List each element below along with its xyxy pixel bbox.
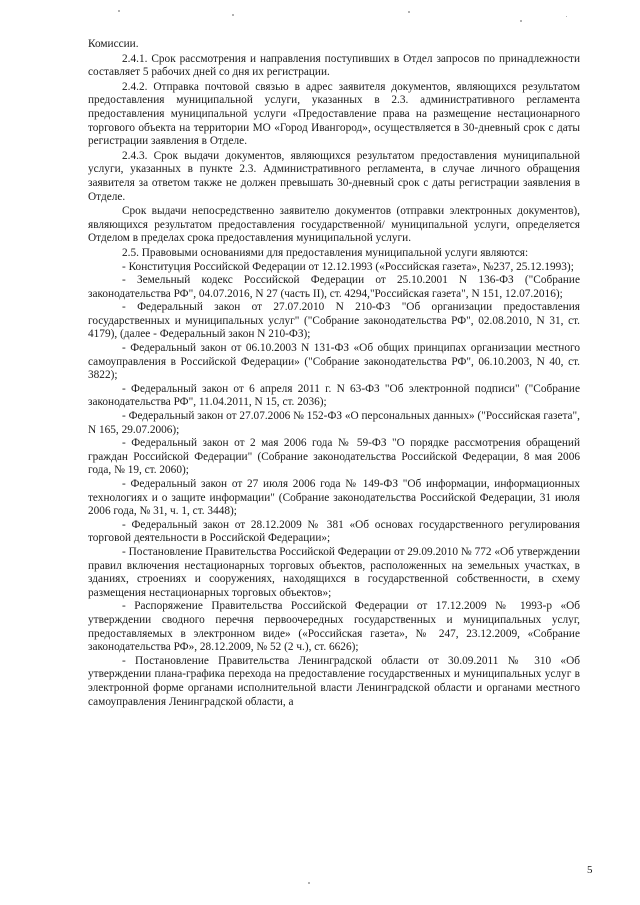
scan-speck: [566, 16, 567, 17]
legal-basis-item: - Федеральный закон от 06.10.2003 N 131-ФЗ «Об общих принципах организации местного самоуправления в Российской Федерации» ("Собрание законодательства РФ", 06.10.2003, N 40, ст. 3822);: [88, 342, 580, 382]
legal-basis-item: - Постановление Правительства Российской Федерации от 29.09.2010 № 772 «Об утверждении правил включения нестационарных торговых объектов, расположенных на земельных участках, в зданиях, строениях и сооружениях, находящихся в государственной собственности, в схему размещения нестационарных торговых объектов»;: [88, 545, 580, 599]
page-number: 5: [587, 864, 593, 876]
paragraph-2-4-2: 2.4.2. Отправка почтовой связью в адрес заявителя документов, являющихся результатом предоставления муниципальной услуги, указанных в 2.3. административного регламента предоставления муниципальной услуги «Предоставление права на размещение нестационарного торгового объекта на территории МО «Город Ивангород», осуществляется в 30-дневный срок с даты регистрации заявления в Отделе.: [88, 80, 580, 148]
legal-basis-item: - Земельный кодекс Российской Федерации от 25.10.2001 N 136-ФЗ ("Собрание законодательства РФ", 04.07.2016, N 27 (часть II), ст. 4294,"Российская газета", N 151, 12.07.2016);: [88, 274, 580, 300]
scan-speck: [408, 11, 410, 13]
legal-basis-item: - Федеральный закон от 27.07.2006 № 152-ФЗ «О персональных данных» ("Российская газета", N 165, 29.07.2006);: [88, 410, 580, 436]
paragraph-2-5: 2.5. Правовыми основаниями для предоставления муниципальной услуги являются:: [122, 246, 529, 259]
paragraph-2-4-3: 2.4.3. Срок выдачи документов, являющихся результатом предоставления муниципальной услуги, указанных в пункте 2.3. Административного регламента, в случае личного обращения заявителя за ответом также не должен превышать 30-дневный срок с даты регистрации заявления в Отделе.: [88, 149, 580, 203]
legal-basis-item: - Постановление Правительства Ленинградской области от 30.09.2011 № 310 «Об утверждении плана-графика перехода на предоставление государственных и муниципальных услуг в электронной форме органами исполнительной власти Ленинградской области и органами местного самоуправления Ленинградской области, а: [88, 654, 580, 708]
legal-basis-item: - Федеральный закон от 6 апреля 2011 г. N 63-ФЗ "Об электронной подписи" ("Собрание законодательства РФ", 11.04.2011, N 15, ст. 2036);: [88, 382, 580, 409]
legal-basis-item: - Федеральный закон от 2 мая 2006 года № 59-ФЗ "О порядке рассмотрения обращений граждан Российской Федерации" (Собрание законодательства Российской Федерации, 8 мая 2006 года, № 19, ст. 2060);: [88, 437, 580, 477]
legal-basis-item: - Федеральный закон от 28.12.2009 № 381 «Об основах государственного регулирования торговой деятельности в Российской Федерации»;: [88, 518, 580, 545]
legal-basis-item: - Распоряжение Правительства Российской Федерации от 17.12.2009 № 1993-р «Об утверждении сводного перечня первоочередных государственных и муниципальных услуг, предоставляемых в электронном виде» («Российская газета», № 247, 23.12.2009, «Собрание законодательства РФ», 28.12.2009, № 52 (2 ч.), ст. 6626);: [88, 600, 580, 654]
scan-speck: [118, 10, 120, 12]
scan-speck: [232, 14, 234, 16]
paragraph-2-4-1: 2.4.1. Срок рассмотрения и направления поступивших в Отдел запросов по принадлежности составляет 5 рабочих дней со дня их регистрации.: [88, 52, 580, 79]
legal-basis-item: - Федеральный закон от 27 июля 2006 года № 149-ФЗ "Об информации, информационных технологиях и о защите информации" (Собрание законодательства Российской Федерации, 31 июля 2006 года, № 31, ч. 1, ст. 3448);: [88, 478, 580, 518]
paragraph-continuation: Комиссии.: [88, 38, 139, 50]
legal-basis-item: - Федеральный закон от 27.07.2010 N 210-ФЗ "Об организации предоставления государственных и муниципальных услуг" ("Собрание законодательства РФ", 02.08.2010, N 31, ст. 4179), (далее - Федеральный закон N 210-ФЗ);: [88, 301, 580, 341]
paragraph-delivery-term: Срок выдачи непосредственно заявителю документов (отправки электронных документов), являющихся результатом предоставления государственной/ муниципальной услуги, определяется Отделом в пределах срока предоставления муниципальной услуги.: [88, 205, 580, 245]
scan-speck: [308, 882, 310, 884]
scan-speck: [520, 20, 522, 22]
legal-basis-item: - Конституция Российской Федерации от 12.12.1993 («Российская газета», №237, 25.12.1993);: [122, 260, 574, 273]
